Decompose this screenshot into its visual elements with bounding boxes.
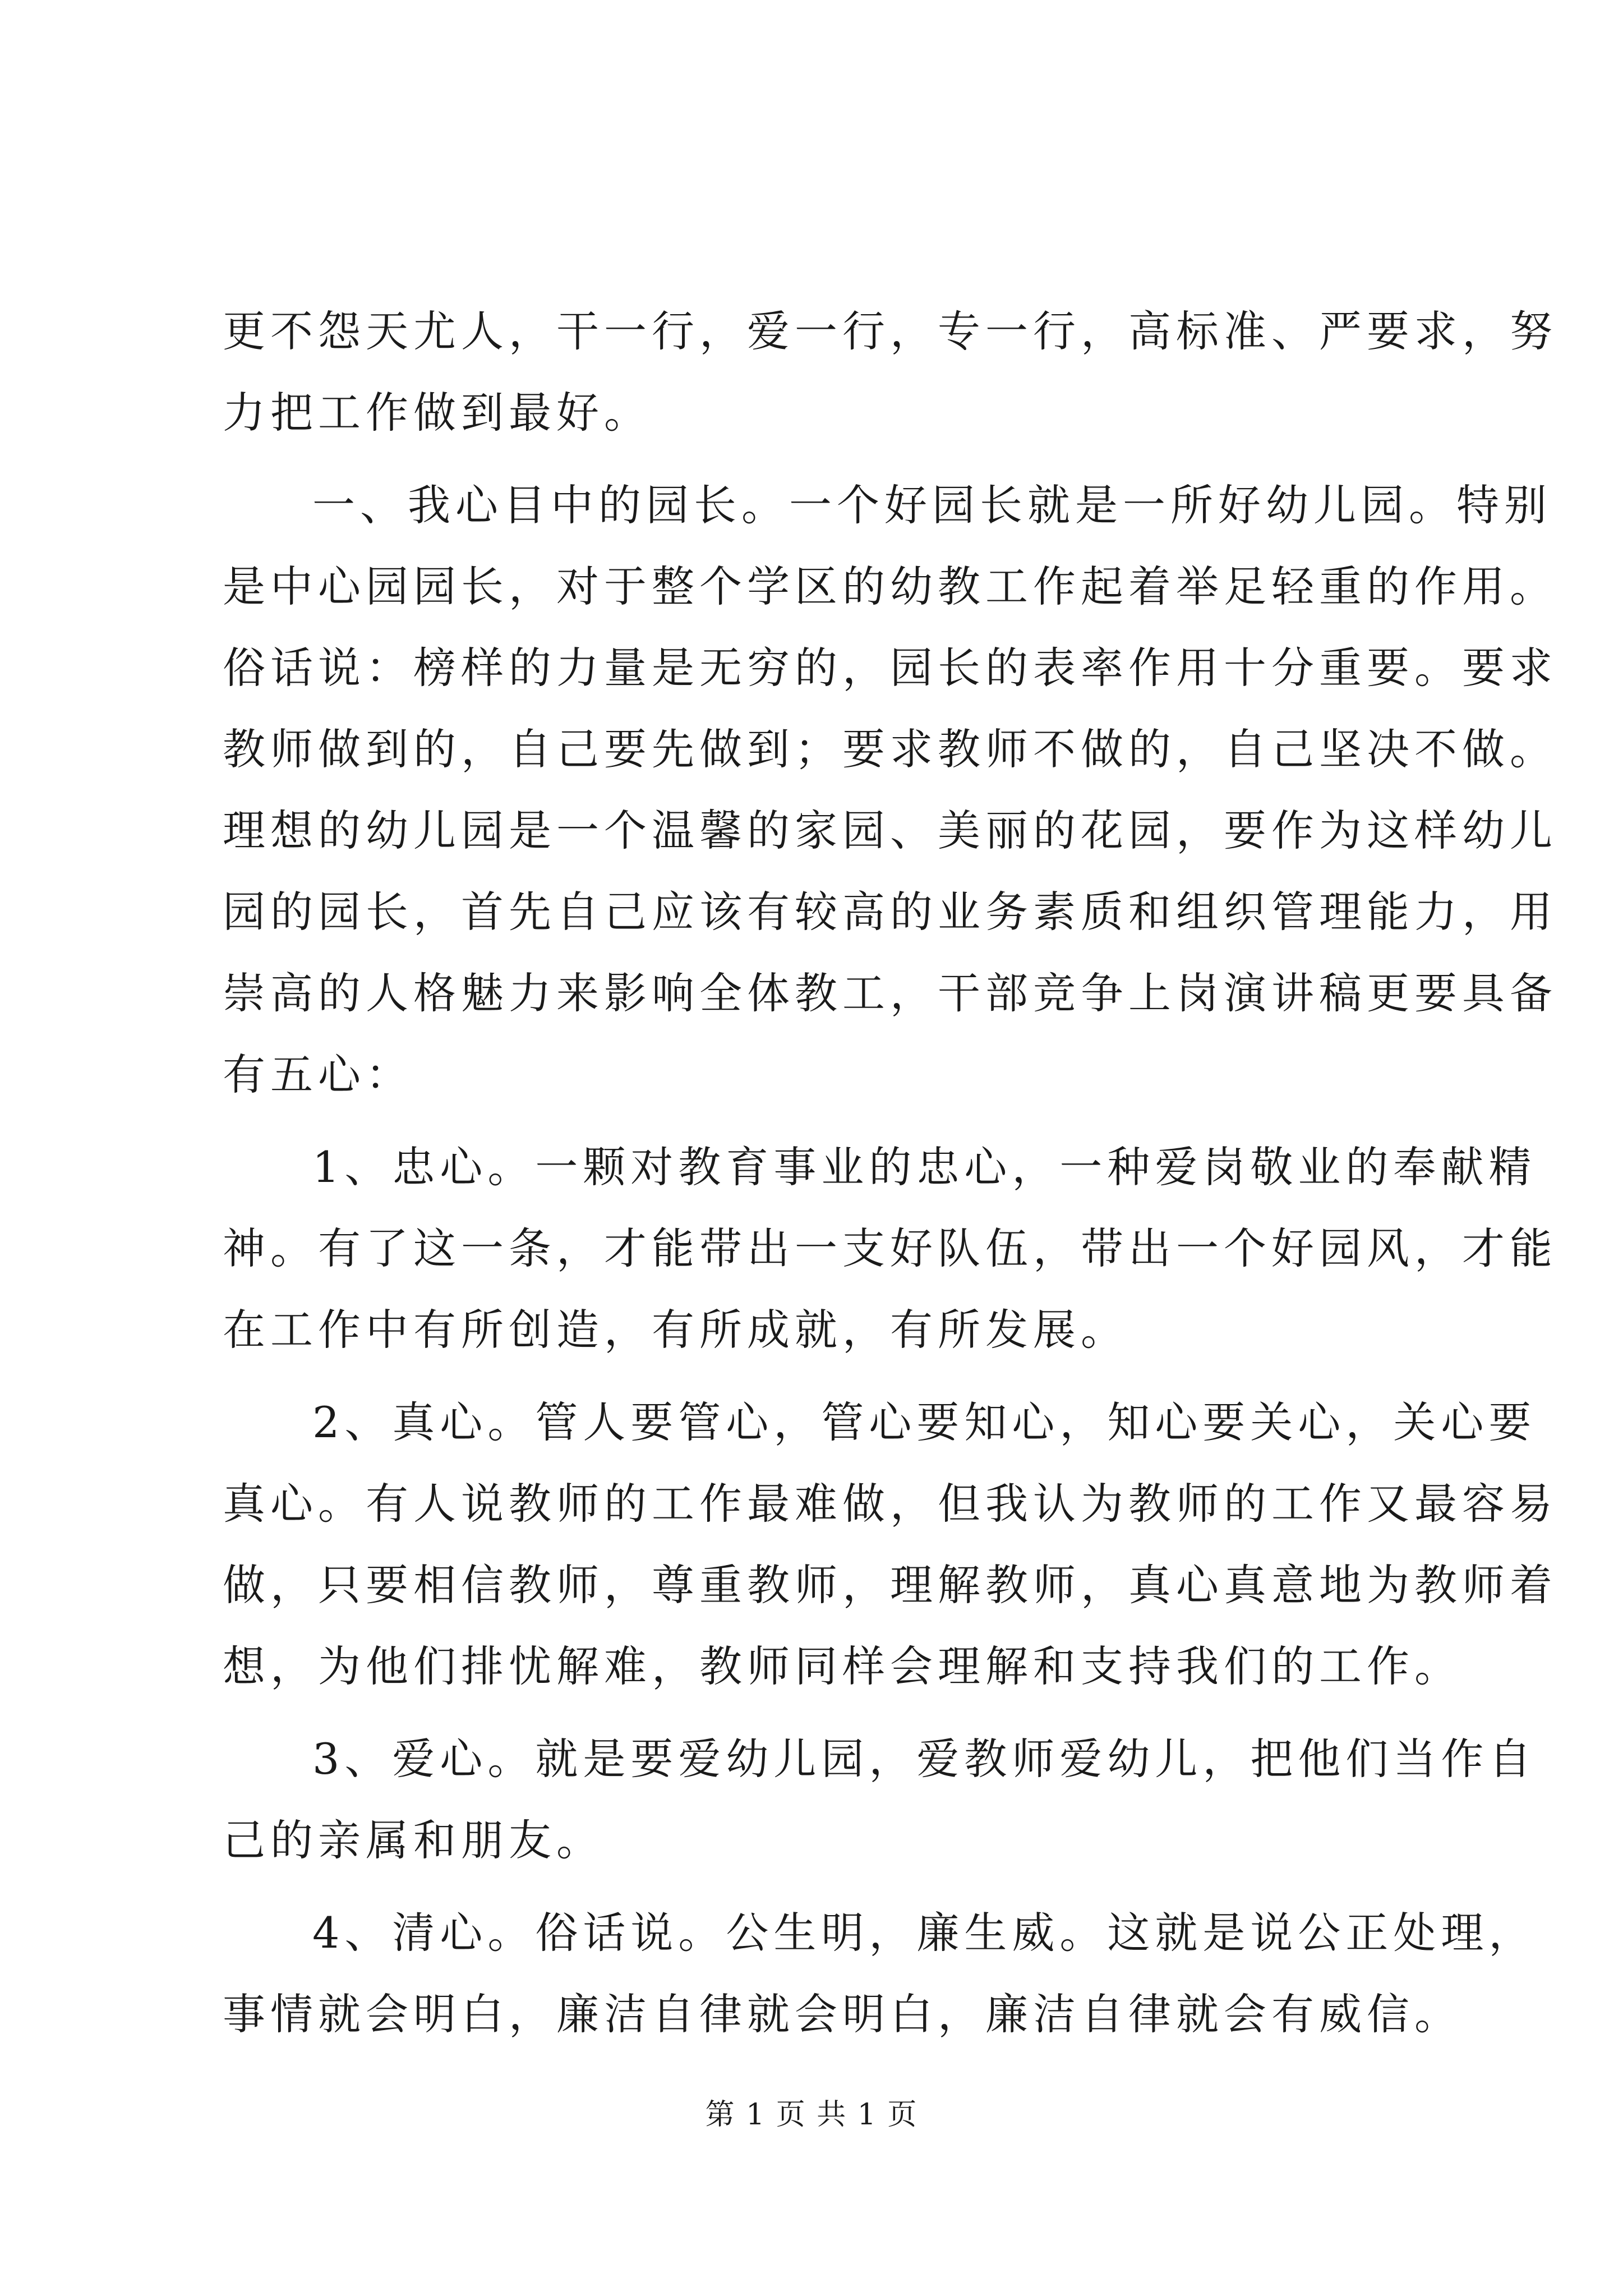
text-line: 力把工作做到最好。 (223, 388, 652, 438)
text-line: 2、真心。管人要管心，管心要知心，知心要关心，关心要 (312, 1397, 1537, 1447)
text-line: 3、爱心。就是要爱幼儿园，爱教师爱幼儿，把他们当作自 (312, 1734, 1537, 1784)
text-line: 俗话说：榜样的力量是无穷的，园长的表率作用十分重要。要求 (223, 643, 1557, 693)
paragraph (223, 1126, 1557, 1370)
document-body (223, 291, 1557, 2055)
text-line: 更不怨天尤人，干一行，爱一行，专一行，高标准、严要求，努 (223, 306, 1557, 356)
text-line: 做，只要相信教师，尊重教师，理解教师，真心真意地为教师着 (223, 1560, 1557, 1610)
text-line: 事情就会明白，廉洁自律就会明白，廉洁自律就会有威信。 (223, 1989, 1462, 2039)
text-line: 教师做到的，自己要先做到；要求教师不做的，自己坚决不做。 (223, 724, 1557, 774)
text-line: 是中心园园长，对于整个学区的幼教工作起着举足轻重的作用。 (223, 562, 1557, 611)
paragraph (223, 291, 1557, 453)
text-line: 理想的幼儿园是一个温馨的家园、美丽的花园，要作为这样幼儿 (223, 806, 1557, 855)
text-line: 有五心： (223, 1050, 413, 1099)
text-line: 1、忠心。一颗对教育事业的忠心，一种爱岗敬业的奉献精 (312, 1142, 1537, 1192)
page-footer (0, 2092, 1623, 2137)
text-line: 崇高的人格魅力来影响全体教工，干部竞争上岗演讲稿更要具备 (223, 968, 1557, 1018)
text-line: 己的亲属和朋友。 (223, 1815, 604, 1865)
page-number: 第 1 页 共 1 页 (705, 2098, 918, 2132)
paragraph (223, 1718, 1537, 1881)
text-line: 4、清心。俗话说。公生明，廉生威。这就是说公正处理， (312, 1908, 1537, 1958)
text-line: 园的园长，首先自己应该有较高的业务素质和组织管理能力，用 (223, 887, 1557, 937)
paragraph (223, 1382, 1557, 1707)
paragraph (223, 464, 1557, 1115)
text-line: 在工作中有所创造，有所成就，有所发展。 (223, 1305, 1128, 1355)
text-line: 想，为他们排忧解难，教师同样会理解和支持我们的工作。 (223, 1641, 1462, 1691)
paragraph (223, 1892, 1537, 2055)
text-line: 神。有了这一条，才能带出一支好队伍，带出一个好园风，才能 (223, 1223, 1557, 1273)
text-line: 真心。有人说教师的工作最难做，但我认为教师的工作又最容易 (223, 1479, 1557, 1529)
text-line: 一、我心目中的园长。一个好园长就是一所好幼儿园。特别 (312, 480, 1552, 530)
